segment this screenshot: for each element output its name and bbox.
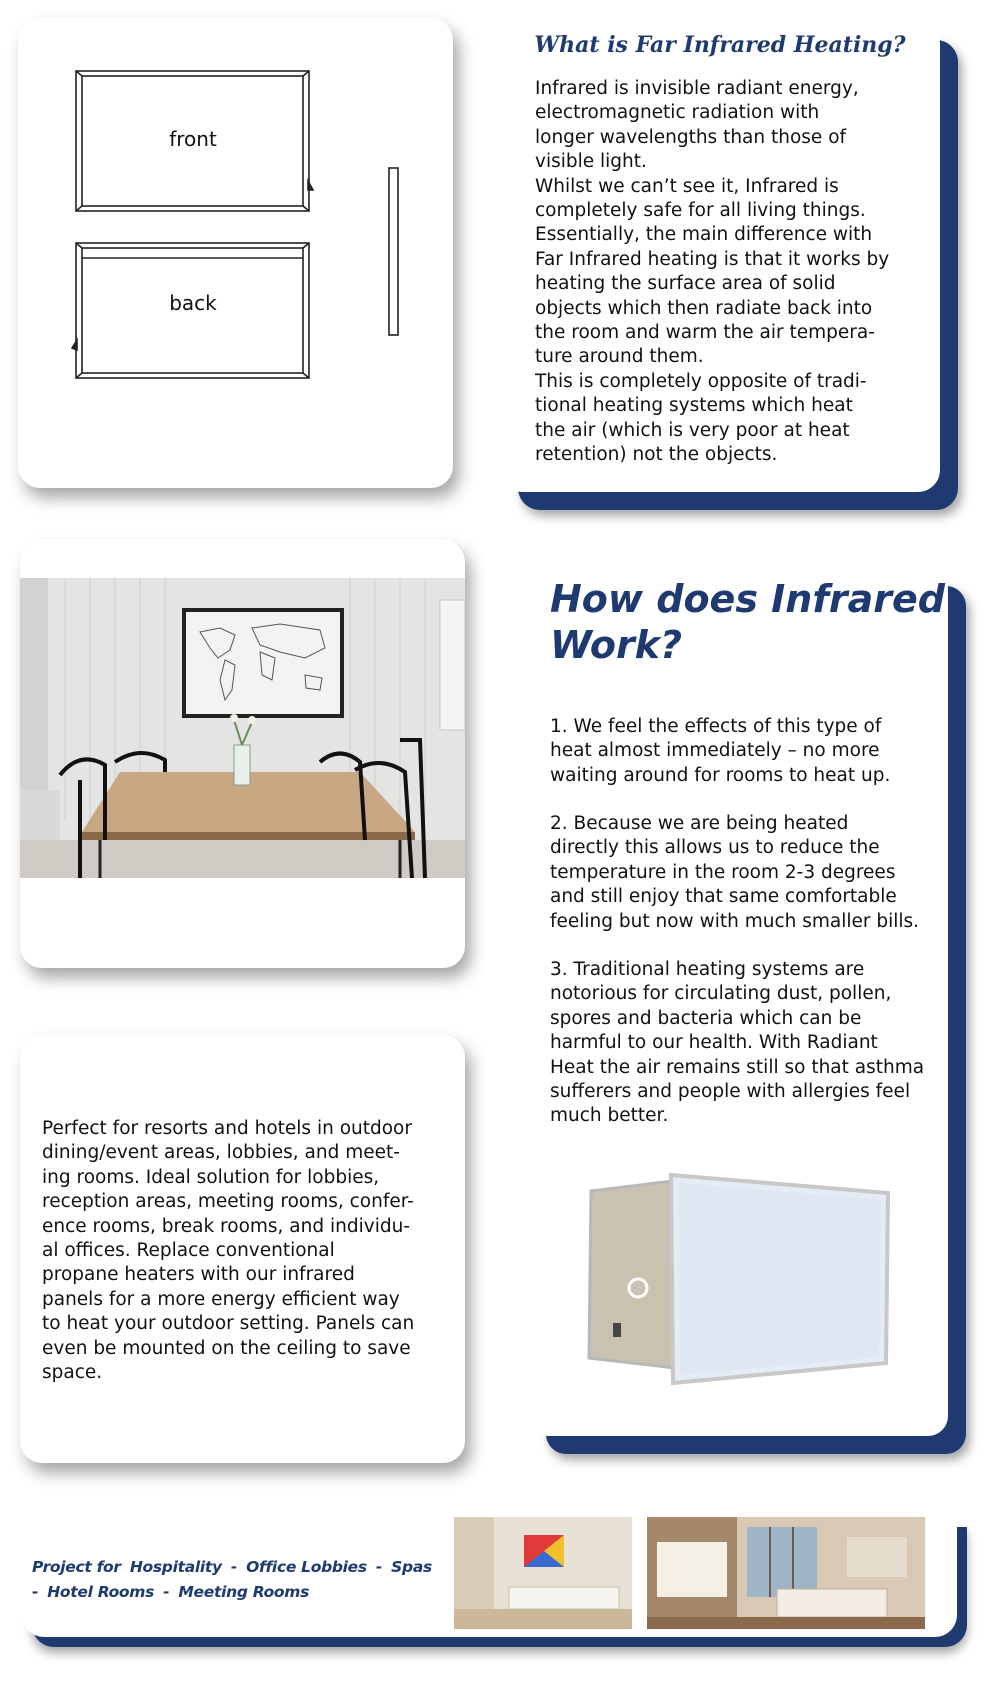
applications-card xyxy=(20,1035,465,1463)
front-label: front xyxy=(169,127,217,151)
what-is-line: electromagnetic radiation with xyxy=(535,102,820,124)
applications-body xyxy=(42,1117,447,1385)
project-separator: - xyxy=(375,1558,383,1576)
how-does-title-line1: How does Infrared xyxy=(550,577,945,621)
benefit-paragraph-1 xyxy=(550,715,945,788)
applications-line: propane heaters with our infrared xyxy=(42,1264,355,1286)
benefit-line: directly this allows us to reduce the xyxy=(550,837,880,859)
what-is-line: Far Infrared heating is that it works by xyxy=(535,248,890,270)
what-is-line: tional heating systems which heat xyxy=(535,395,853,417)
project-meeting-rooms: Meeting Rooms xyxy=(178,1583,310,1601)
benefit-paragraph-3 xyxy=(550,958,945,1129)
project-separator: - xyxy=(163,1583,170,1601)
benefit-line: harmful to our health. With Radiant xyxy=(550,1032,878,1054)
benefit-line: 1. We feel the effects of this type of xyxy=(550,716,882,737)
benefit-line: heat almost immediately – no more xyxy=(550,740,880,762)
what-is-line: heating the surface area of solid xyxy=(535,273,836,295)
what-is-title: What is Far Infrared Heating? xyxy=(534,32,906,58)
infrared-panel-photo xyxy=(583,1173,903,1393)
project-hotel-rooms: Hotel Rooms xyxy=(47,1583,155,1601)
projects-list xyxy=(32,1555,462,1605)
projects-intro: Project for xyxy=(32,1558,121,1576)
applications-line: reception areas, meeting rooms, confer- xyxy=(42,1191,414,1213)
project-office-lobbies: Office Lobbies xyxy=(246,1558,367,1576)
projects-line-1 xyxy=(32,1555,462,1580)
what-is-line: This is completely opposite of tradi- xyxy=(535,370,867,392)
panel-diagram-card xyxy=(18,18,453,488)
project-spas: Spas xyxy=(391,1558,432,1576)
dining-room-photo xyxy=(20,540,465,968)
how-does-card xyxy=(528,568,948,1436)
how-does-title xyxy=(550,576,945,668)
benefit-paragraph-2 xyxy=(550,812,945,934)
benefit-line: much better. xyxy=(550,1105,669,1127)
what-is-line: longer wavelengths than those of xyxy=(535,126,847,148)
dining-room-photo-card xyxy=(20,540,465,968)
applications-line: panels for a more energy efficient way xyxy=(42,1288,400,1310)
applications-line: dining/event areas, lobbies, and meet- xyxy=(42,1142,400,1164)
what-is-line: Infrared is invisible radiant energy, xyxy=(535,78,859,99)
project-hospitality: Hospitality xyxy=(129,1558,222,1576)
project-separator: - xyxy=(230,1558,238,1576)
applications-line: ing rooms. Ideal solution for lobbies, xyxy=(42,1166,380,1188)
applications-line: al offices. Replace conventional xyxy=(42,1240,335,1262)
benefit-line: sufferers and people with allergies feel xyxy=(550,1081,911,1103)
benefit-line: spores and bacteria which can be xyxy=(550,1007,862,1029)
what-is-line: objects which then radiate back into xyxy=(535,297,873,319)
projects-line-2 xyxy=(32,1580,462,1605)
benefit-line: feeling but now with much smaller bills. xyxy=(550,910,920,932)
what-is-body xyxy=(535,77,920,468)
benefit-line: 2. Because we are being heated xyxy=(550,813,849,834)
benefit-line: and still enjoy that same comfortable xyxy=(550,886,897,908)
benefit-line: Heat the air remains still so that asthma xyxy=(550,1056,925,1078)
what-is-card xyxy=(500,22,940,492)
how-does-title-line2: Work? xyxy=(550,623,682,667)
side-view-drawing xyxy=(389,168,398,335)
applications-line: ence rooms, break rooms, and individu- xyxy=(42,1215,410,1237)
what-is-line: the air (which is very poor at heat xyxy=(535,419,850,441)
benefit-line: 3. Traditional heating systems are xyxy=(550,959,865,980)
hotel-lobby-photo xyxy=(454,1517,632,1629)
what-is-line: ture around them. xyxy=(535,346,704,368)
applications-line: even be mounted on the ceiling to save xyxy=(42,1337,411,1359)
benefit-line: temperature in the room 2-3 degrees xyxy=(550,861,896,883)
applications-line: to heat your outdoor setting. Panels can xyxy=(42,1313,415,1335)
benefit-line: notorious for circulating dust, pollen, xyxy=(550,983,892,1005)
what-is-line: visible light. xyxy=(535,151,647,173)
hotel-room-photo xyxy=(647,1517,925,1629)
project-separator: - xyxy=(32,1583,39,1601)
what-is-line: Essentially, the main difference with xyxy=(535,224,873,246)
what-is-line: completely safe for all living things. xyxy=(535,200,866,222)
panel-diagram xyxy=(18,18,453,488)
applications-line: Perfect for resorts and hotels in outdoor xyxy=(42,1118,412,1139)
back-label: back xyxy=(169,291,217,315)
what-is-line: the room and warm the air tempera- xyxy=(535,322,875,344)
applications-line: space. xyxy=(42,1362,103,1384)
benefit-line: waiting around for rooms to heat up. xyxy=(550,764,891,786)
what-is-line: retention) not the objects. xyxy=(535,444,778,466)
projects-banner xyxy=(22,1517,957,1637)
what-is-line: Whilst we can’t see it, Infrared is xyxy=(535,175,839,197)
